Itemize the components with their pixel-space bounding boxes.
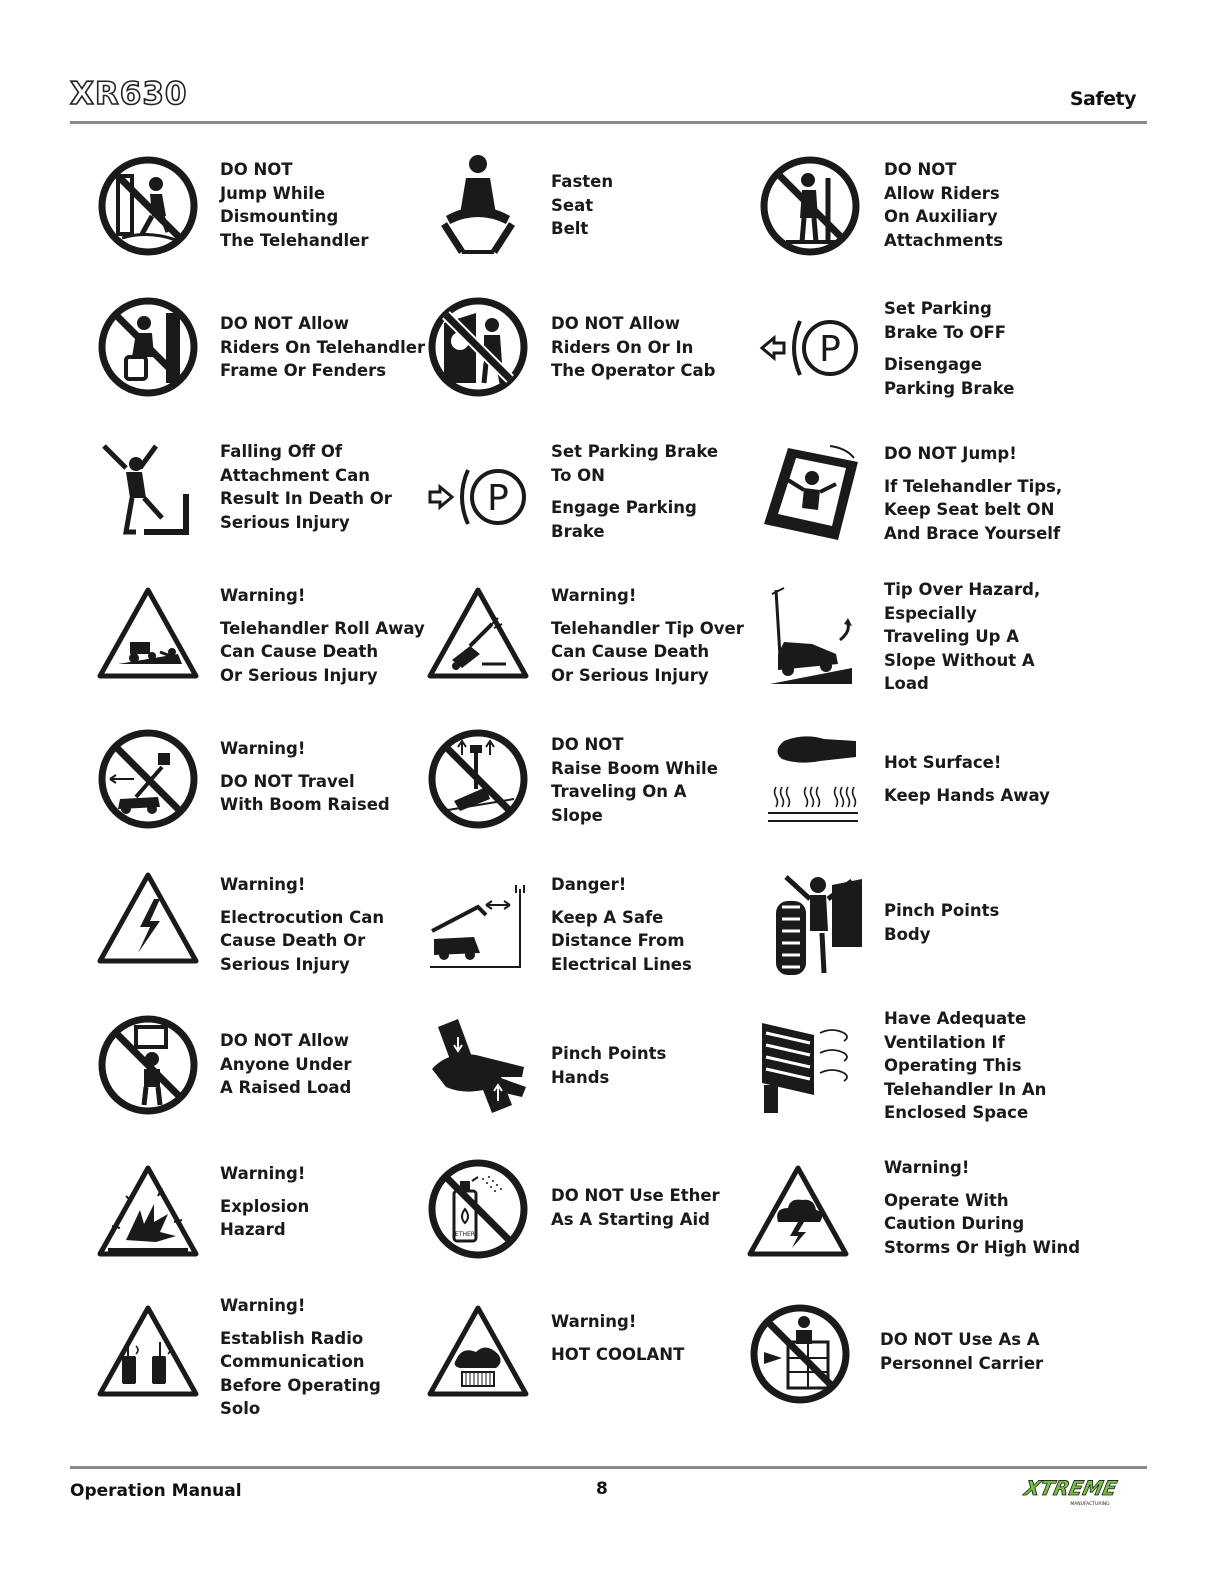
sign-line: Belt [551,219,589,238]
sign-line: Traveling Up A [884,627,1019,646]
header-logo: XR630 [70,76,188,112]
sign-line: Warning! [551,586,637,605]
sign-line: Frame Or Fenders [220,361,387,380]
sign-line: Warning! [220,1164,306,1183]
slope-hazard-icon [764,584,860,688]
radio-communication-icon [96,1302,200,1402]
sign-line: DO NOT Use Ether [551,1186,720,1205]
sign-line: DO NOT Allow [551,314,680,333]
page-number: 8 [596,1479,608,1499]
sign-line: Communication [220,1352,365,1371]
sign-line: Anyone Under [220,1054,352,1074]
sign-line: Riders On Telehandler [220,337,426,357]
no-one-under-load-icon [96,1013,200,1117]
sign-line: Or Serious Injury [551,665,709,685]
xtreme-logo-text: XTREME [1022,1476,1120,1500]
sign-line: DO NOT [220,160,293,179]
sign-line: Keep A Safe [551,907,664,927]
pinch-points-body-icon [772,873,864,977]
sign-line: Raise Boom While [551,758,718,778]
sign-line: Solo [220,1399,261,1418]
pinch-points-hands-icon [428,1017,530,1113]
sign-line: DO NOT Travel [220,771,355,791]
sign-line: Telehandler Tip Over [551,618,744,638]
sign-line: Dismounting [220,207,339,226]
sign-line: Have Adequate [884,1009,1027,1028]
sign-line: Or Serious Injury [220,665,378,685]
seat-belt-icon [436,154,520,258]
sign-line: Distance From [551,931,685,950]
falling-person-icon [96,440,200,544]
sign-line: Tip Over Hazard, [884,580,1041,599]
no-riders-cab-icon [426,295,530,399]
sign-line: DO NOT Use As A [880,1330,1040,1349]
sign-line: Warning! [884,1158,970,1177]
sign-line: Electrocution Can [220,907,385,927]
no-personnel-carrier-icon [748,1302,852,1406]
sign-line: Warning! [551,1312,637,1331]
sign-line: Riders On Or In [551,337,694,357]
sign-line: Storms Or High Wind [884,1237,1081,1257]
sign-line: Electrical Lines [551,954,692,974]
no-ether-icon [426,1157,530,1261]
sign-line: Set Parking Brake [551,442,719,461]
sign-line: Engage Parking [551,498,697,517]
sign-line: Jump While [220,183,326,203]
sign-line: Slope [551,805,603,825]
sign-line: To ON [551,465,605,485]
sign-line: DO NOT Allow [220,314,349,333]
sign-line: Hazard [220,1220,286,1239]
footer-divider [70,1466,1147,1469]
sign-line: A Raised Load [220,1078,352,1097]
no-riders-frame-icon [96,295,200,399]
sign-line: Load [884,674,929,693]
no-raise-boom-slope-icon [426,727,530,831]
sign-line: DO NOT Jump! [884,444,1017,463]
ventilation-icon [758,1015,862,1117]
sign-line: Serious Injury [220,512,350,532]
sign-line: Pinch Points [551,1044,667,1063]
sign-line: Brake [551,521,605,541]
sign-line: DO NOT [884,160,957,179]
sign-line: Warning! [220,586,306,605]
sign-line: Serious Injury [220,954,350,974]
sign-line: Falling Off Of [220,442,343,461]
parking-brake-on-icon [426,460,530,534]
parking-brake-off-icon [758,311,862,385]
sign-line: Telehandler Roll Away [220,618,425,638]
sign-line: Hot Surface! [884,753,1002,772]
sign-line: Can Cause Death [551,642,710,661]
sign-line: With Boom Raised [220,795,390,814]
sign-line: Traveling On A [551,782,687,801]
sign-line: And Brace Yourself [884,523,1061,543]
explosion-warning-icon [96,1162,200,1262]
sign-line: Body [884,924,931,944]
sign-line: DO NOT [551,735,624,754]
sign-line: HOT COOLANT [551,1344,685,1364]
sign-line: Telehandler In An [884,1079,1047,1099]
sign-line: As A Starting Aid [551,1209,710,1229]
sign-line: Caution During [884,1214,1025,1233]
footer-title: Operation Manual [70,1481,242,1501]
section-title: Safety [1069,88,1136,110]
xtreme-logo [1020,1473,1120,1509]
sign-line: Warning! [220,1296,306,1315]
sign-line: Disengage [884,355,983,374]
sign-line: Attachments [884,230,1004,250]
sign-line: Fasten [551,172,614,191]
sign-line: If Telehandler Tips, [884,476,1063,496]
hot-surface-icon [764,731,860,829]
sign-line: Can Cause Death [220,642,379,661]
header-divider [70,121,1147,124]
storm-warning-icon [746,1162,850,1262]
sign-line: Seat [551,195,594,215]
hot-coolant-warning-icon [426,1302,530,1402]
sign-line: Allow Riders [884,183,1000,203]
sign-line: Slope Without A [884,650,1035,670]
sign-line: Hands [551,1067,610,1087]
sign-line: Brake To OFF [884,322,1007,342]
xtreme-logo-subtext: MANUFACTURING [1070,1502,1110,1507]
sign-line: Enclosed Space [884,1103,1029,1122]
sign-line: Result In Death Or [220,489,392,508]
sign-line: Operate With [884,1190,1009,1210]
sign-line: DO NOT Allow [220,1031,349,1050]
sign-line: Cause Death Or [220,931,366,950]
tip-over-warning-icon [426,584,530,684]
sign-line: Parking Brake [884,378,1015,398]
sign-line: Pinch Points [884,901,1000,920]
sign-line: Before Operating [220,1375,381,1395]
no-riders-attachment-icon [758,154,862,258]
tipping-operator-icon [758,440,862,544]
sign-line: Keep Seat belt ON [884,500,1055,519]
sign-line: Danger! [551,875,627,894]
no-jump-dismount-icon [96,154,200,258]
sign-line: Set Parking [884,299,992,318]
sign-line: Establish Radio [220,1328,364,1348]
sign-line: Keep Hands Away [884,785,1050,805]
sign-line: Especially [884,603,977,623]
sign-line: Attachment Can [220,465,370,485]
sign-line: Explosion [220,1196,310,1216]
sign-line: The Operator Cab [551,361,716,380]
sign-line: Operating This [884,1056,1022,1075]
sign-line: Warning! [220,875,306,894]
no-travel-boom-raised-icon [96,727,200,831]
sign-line: Personnel Carrier [880,1353,1044,1373]
svg-text:P: P [819,329,841,370]
sign-line: On Auxiliary [884,207,998,226]
svg-text:P: P [487,478,509,519]
ether-label: ETHER [455,1231,475,1238]
electrocution-warning-icon [96,869,200,969]
sign-line: Ventilation If [884,1032,1005,1052]
sign-line: The Telehandler [220,230,369,250]
power-line-distance-icon [430,879,530,971]
roll-away-warning-icon [96,584,200,684]
sign-line: Warning! [220,739,306,758]
